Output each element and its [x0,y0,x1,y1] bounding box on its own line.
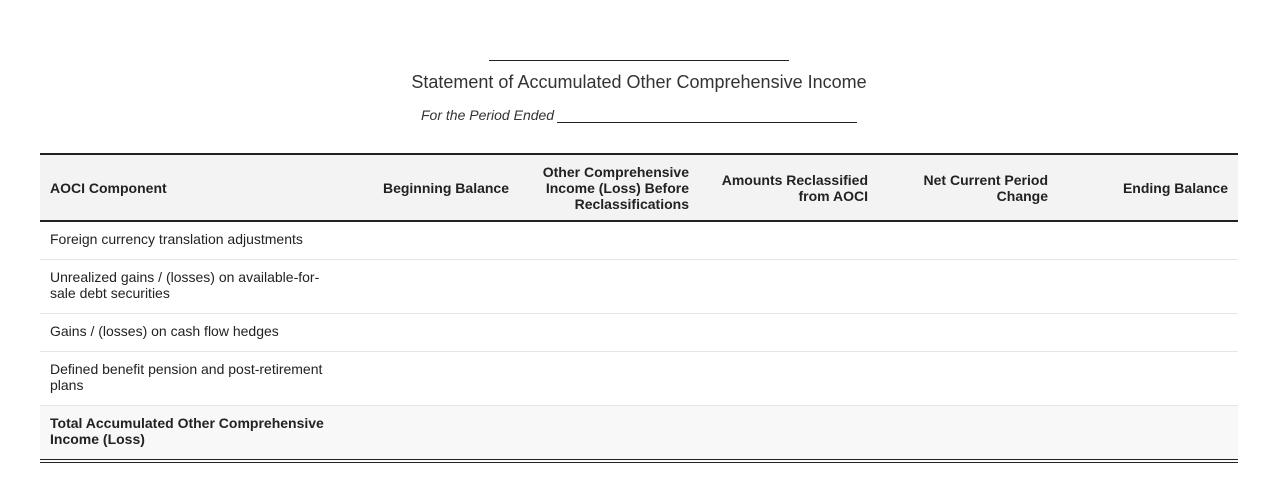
ending-balance-cell [1058,260,1238,314]
aoci-table [40,153,1238,463]
ending-balance-cell [1058,352,1238,406]
reclassified-cell [699,314,878,352]
total-beginning-balance-cell [339,406,519,462]
beginning-balance-cell [339,260,519,314]
reclassified-cell [699,221,878,260]
total-net-change-cell [878,406,1058,462]
net-change-cell [878,221,1058,260]
column-header-ending-balance: Ending Balance [1058,154,1238,221]
period-label: For the Period Ended [421,107,555,123]
beginning-balance-cell [339,221,519,260]
row-label: Foreign currency translation adjustments [40,221,339,260]
reclassified-cell [699,352,878,406]
row-label: Gains / (losses) on cash flow hedges [40,314,339,352]
table-row [40,314,1238,352]
ending-balance-cell [1058,314,1238,352]
oci-before-cell [519,260,699,314]
entity-name-line [489,60,789,61]
table-header-row [40,154,1238,221]
total-oci-before-cell [519,406,699,462]
total-label: Total Accumulated Other Comprehensive Income (Loss) [40,406,339,462]
table-row [40,352,1238,406]
column-header-beginning-balance: Beginning Balance [339,154,519,221]
beginning-balance-cell [339,352,519,406]
total-ending-balance-cell [1058,406,1238,462]
table-row [40,260,1238,314]
ending-balance-cell [1058,221,1238,260]
oci-before-cell [519,221,699,260]
column-header-net-change: Net Current Period Change [878,154,1058,221]
net-change-cell [878,352,1058,406]
total-reclassified-cell [699,406,878,462]
oci-before-cell [519,352,699,406]
oci-before-cell [519,314,699,352]
table-row [40,221,1238,260]
total-row [40,406,1238,462]
row-label: Unrealized gains / (losses) on available-for-sale debt securities [40,260,339,314]
period-row [421,107,857,123]
row-label: Defined benefit pension and post-retirement plans [40,352,339,406]
net-change-cell [878,260,1058,314]
period-date-line [557,110,857,123]
statement-title: Statement of Accumulated Other Comprehensive Income [411,72,867,92]
column-header-component: AOCI Component [40,154,339,221]
column-header-oci-before-reclass: Other Comprehensive Income (Loss) Before Reclassifications [519,154,699,221]
column-header-amounts-reclassified: Amounts Reclassified from AOCI [699,154,878,221]
net-change-cell [878,314,1058,352]
beginning-balance-cell [339,314,519,352]
reclassified-cell [699,260,878,314]
